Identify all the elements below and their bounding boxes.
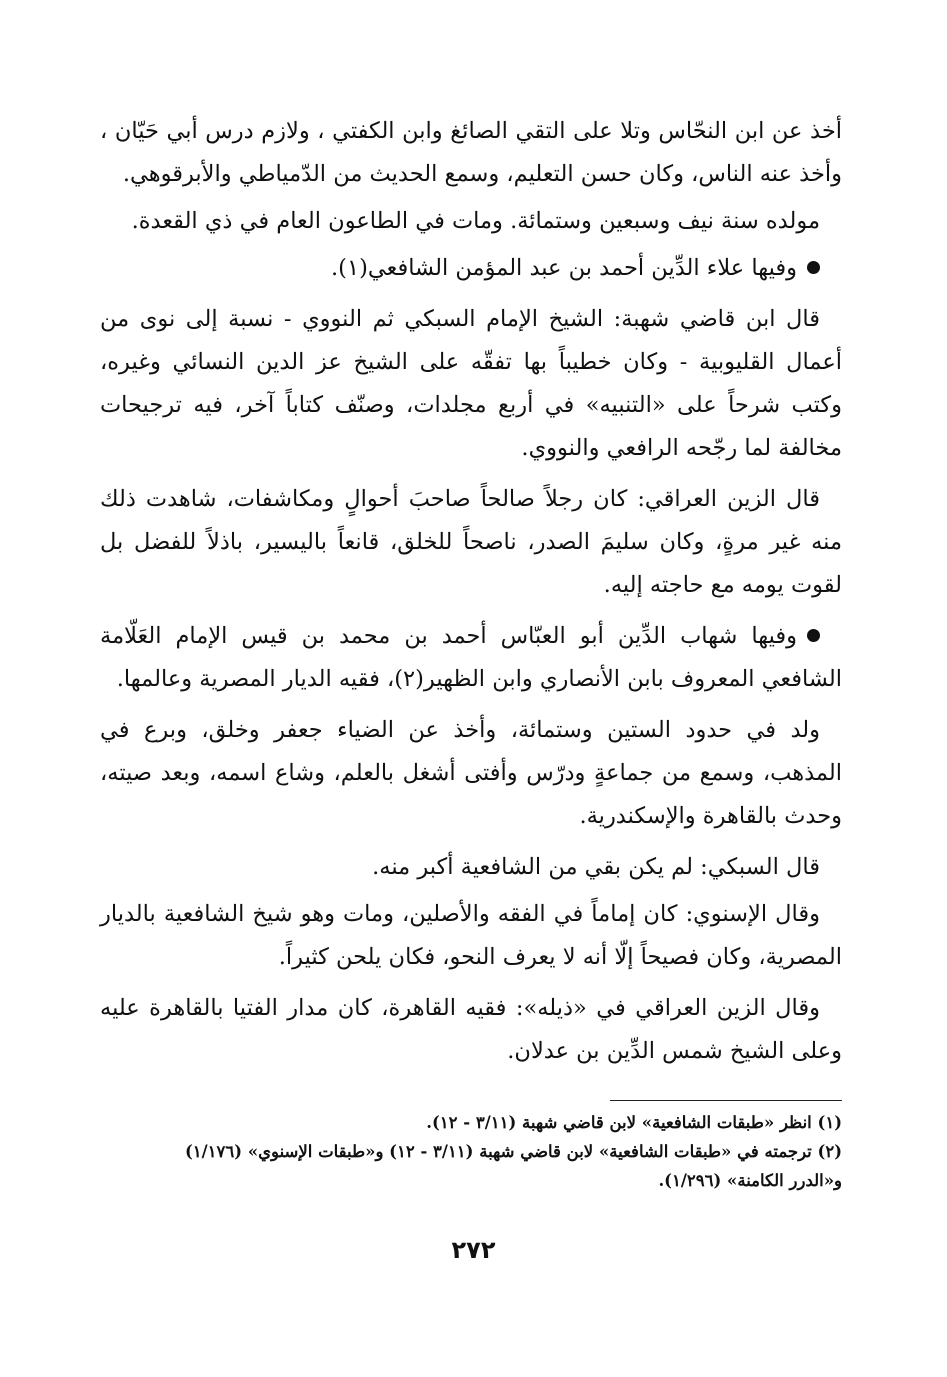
footnote-divider	[610, 1100, 842, 1101]
paragraph-5: قال الزين العراقي: كان رجلاً صالحاً صاحبَ أحوالٍ ومكاشفات، شاهدت ذلك منه غير مرةٍ، وكان سليمَ الصدر، ناصحاً للخلق، قانعاً باليسير، باذلاً للفضل بل لقوت يومه مع حاجته إليه.	[100, 486, 842, 598]
paragraph-3-entry	[100, 247, 842, 290]
paragraph-8: قال السبكي: لم يكن بقي من الشافعية أكبر منه.	[372, 854, 820, 880]
footnote-1: (١) انظر «طبقات الشافعية» لابن قاضي شهبة (٣/١١ - ١٢).	[426, 1113, 842, 1132]
paragraph-10: وقال الزين العراقي في «ذيله»: فقيه القاهرة، كان مدار الفتيا بالقاهرة عليه وعلى الشيخ شمس الدِّين بن عدلان.	[100, 995, 842, 1064]
bullet-icon	[807, 629, 820, 642]
paragraph-6-entry	[100, 615, 842, 701]
footnotes	[100, 1108, 842, 1195]
entry-text: وفيها علاء الدِّين أحمد بن عبد المؤمن الشافعي(١).	[331, 255, 797, 281]
main-text	[100, 110, 842, 1081]
paragraph-1: أخذ عن ابن النحّاس وتلا على التقي الصائغ وابن الكفتي ، ولازم درس أبي حَيّان ، وأخذ عنه الناس، وكان حسن التعليم، وسمع الحديث من الدّمياطي والأبرقوهي.	[100, 118, 842, 187]
footnote-2: (٢) ترجمته في «طبقات الشافعية» لابن قاضي شهبة (٣/١١ - ١٢) و«طبقات الإسنوي» (١/١٧٦)	[184, 1142, 842, 1161]
entry-text: وفيها شهاب الدِّين أبو العبّاس أحمد بن محمد بن قيس الإمام العَلّامة الشافعي المعروف بابن الأنصاري وابن الظهير(٢)، فقيه الديار المصرية وعالمها.	[100, 623, 842, 692]
footnote-2-continuation: و«الدرر الكامنة» (١/٢٩٦).	[658, 1171, 842, 1190]
paragraph-7: ولد في حدود الستين وستمائة، وأخذ عن الضياء جعفر وخلق، وبرع في المذهب، وسمع من جماعةٍ ودرّس وأفتى أشغل بالعلم، وشاع اسمه، وبعد صيته، وحدث بالقاهرة والإسكندرية.	[100, 717, 842, 829]
paragraph-9: وقال الإسنوي: كان إماماً في الفقه والأصلين، ومات وهو شيخ الشافعية بالديار المصرية، وكان فصيحاً إلّا أنه لا يعرف النحو، فكان يلحن كثيراً.	[100, 901, 842, 970]
bullet-icon	[807, 261, 820, 274]
page-number: ٢٧٢	[451, 1236, 496, 1264]
paragraph-4: قال ابن قاضي شهبة: الشيخ الإمام السبكي ثم النووي - نسبة إلى نوى من أعمال القليوبية - وكان خطيباً بها تفقّه على الشيخ عز الدين النسائي وغيره، وكتب شرحاً على «التنبيه» في أربع مجلدات، وصنّف كتاباً آخر، فيه ترجيحات مخالفة لما رجّحه الرافعي والنووي.	[100, 306, 842, 461]
paragraph-2: مولده سنة نيف وسبعين وستمائة. ومات في الطاعون العام في ذي القعدة.	[131, 208, 820, 234]
